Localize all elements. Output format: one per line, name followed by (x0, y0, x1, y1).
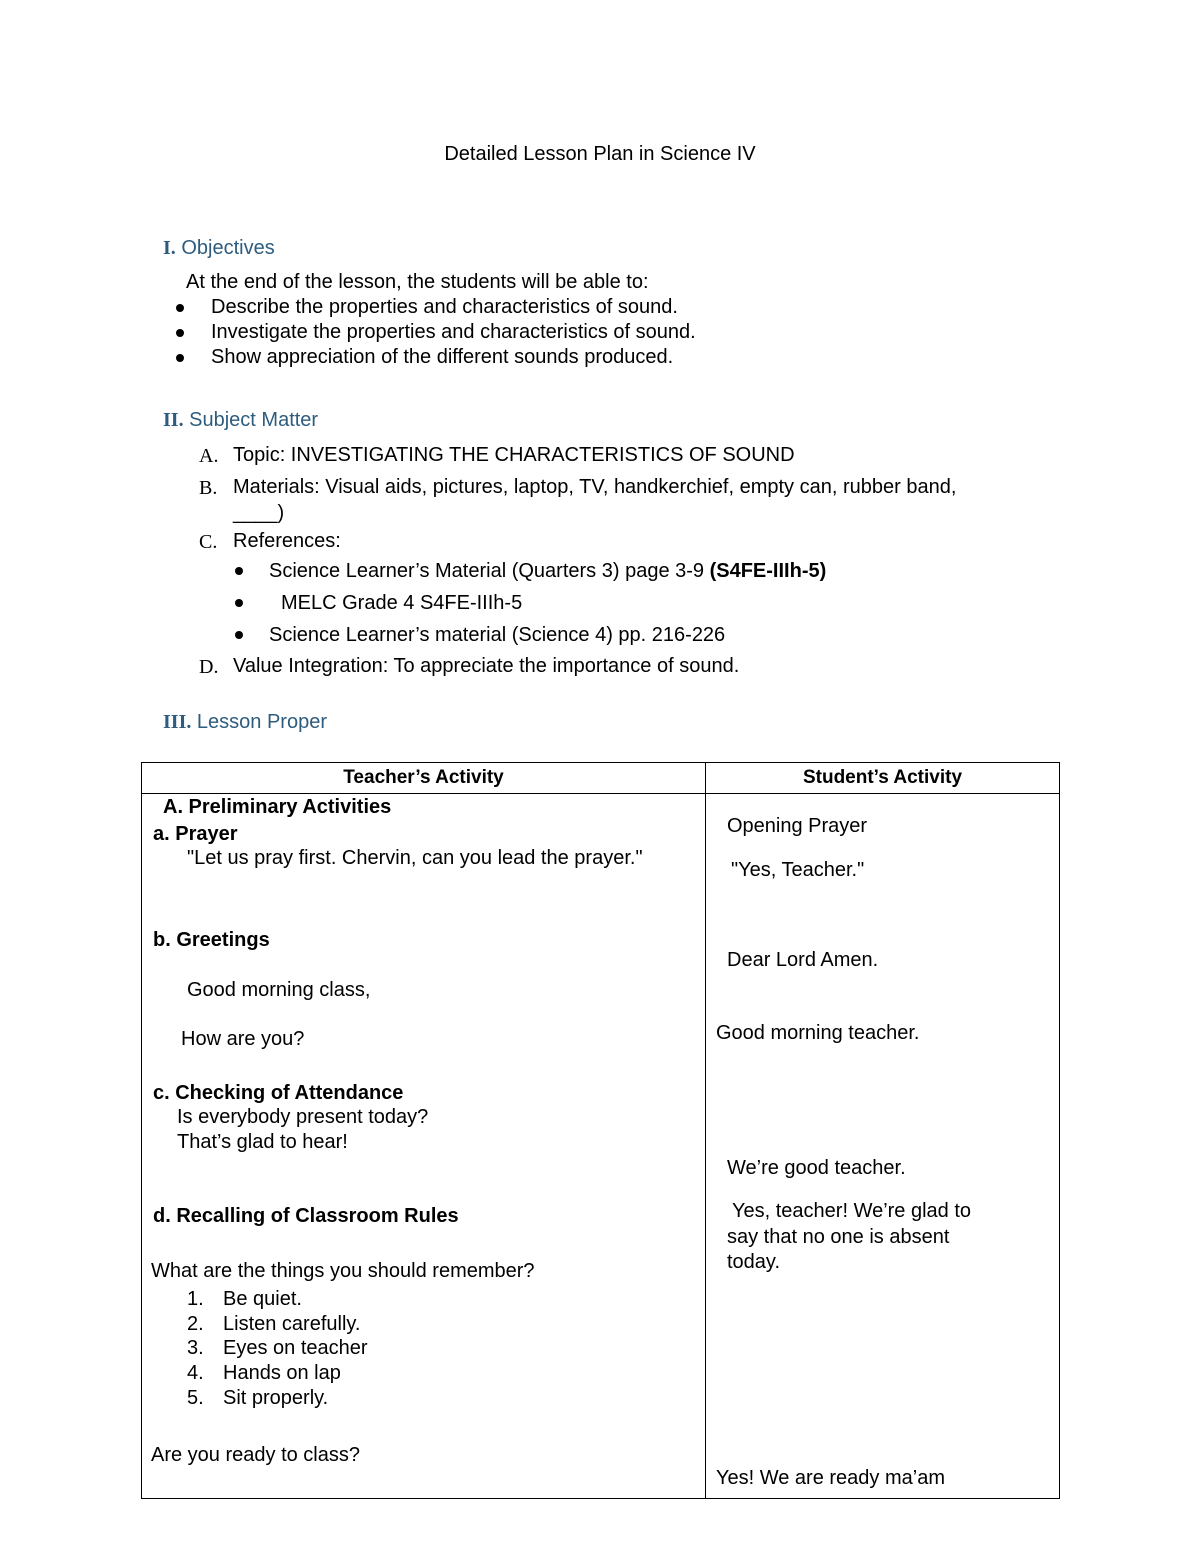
section-number: III. (163, 711, 192, 733)
rule-text: Hands on lap (223, 1362, 341, 1384)
reference-item: Science Learner’s material (Science 4) pp. 216-226 (269, 624, 726, 646)
reference-code: (S4FE-IIIh-5) (709, 560, 827, 582)
student-response: Yes, teacher! We’re glad to (732, 1200, 972, 1222)
opening-prayer: Opening Prayer (727, 815, 868, 837)
preliminary-activities-heading: A. Preliminary Activities (163, 796, 392, 818)
lesson-activity-table (141, 762, 1060, 1499)
student-response-cont: say that no one is absent (727, 1226, 950, 1248)
topic-text: Topic: INVESTIGATING THE CHARACTERISTICS OF SOUND (233, 444, 795, 466)
list-letter: D. (199, 656, 219, 678)
student-response: Dear Lord Amen. (727, 949, 879, 971)
list-letter: B. (199, 477, 218, 499)
section-heading-objectives (163, 237, 275, 260)
bullet-icon (176, 304, 184, 312)
list-letter: C. (199, 531, 218, 553)
reference-item (269, 560, 826, 583)
attendance-response: That’s glad to hear! (177, 1131, 348, 1153)
teacher-activity-cell (142, 794, 706, 1499)
list-letter: A. (199, 445, 219, 467)
student-response: Good morning teacher. (716, 1022, 920, 1044)
bullet-icon (235, 599, 243, 607)
prayer-text: "Let us pray first. Chervin, can you lead the prayer." (187, 847, 643, 869)
materials-text-cont: ____) (233, 502, 285, 524)
objective-item: Show appreciation of the different sounds produced. (211, 346, 674, 368)
objective-item: Describe the properties and characteristics of sound. (211, 296, 678, 318)
rule-number: 3. (187, 1337, 204, 1359)
bullet-icon (235, 567, 243, 575)
rule-number: 2. (187, 1313, 204, 1335)
section-heading-subject-matter (163, 409, 318, 432)
objectives-intro: At the end of the lesson, the students will be able to: (186, 271, 649, 293)
student-activity-cell (706, 794, 1060, 1499)
materials-text: Materials: Visual aids, pictures, laptop, TV, handkerchief, empty can, rubber band, (233, 476, 957, 498)
rules-question: What are the things you should remember? (151, 1260, 535, 1282)
section-number: II. (163, 409, 184, 431)
objective-item: Investigate the properties and characteristics of sound. (211, 321, 696, 343)
student-response: Yes! We are ready ma’am (716, 1467, 945, 1489)
ready-question: Are you ready to class? (151, 1444, 360, 1466)
rule-number: 5. (187, 1387, 204, 1409)
rule-number: 1. (187, 1288, 204, 1310)
value-integration-text: Value Integration: To appreciate the importance of sound. (233, 655, 740, 677)
bullet-icon (176, 354, 184, 362)
section-heading-lesson-proper (163, 711, 327, 734)
prayer-heading: a. Prayer (153, 823, 238, 845)
section-number: I. (163, 237, 176, 259)
reference-text: Science Learner’s Material (Quarters 3) page 3-9 (269, 560, 710, 582)
rule-number: 4. (187, 1362, 204, 1384)
attendance-question: Is everybody present today? (177, 1106, 429, 1128)
section-label: Subject Matter (189, 409, 319, 431)
greetings-heading: b. Greetings (153, 929, 270, 951)
bullet-icon (176, 329, 184, 337)
student-response-cont: today. (727, 1251, 780, 1273)
rule-text: Eyes on teacher (223, 1337, 368, 1359)
rule-text: Be quiet. (223, 1288, 302, 1310)
greeting-question: How are you? (181, 1028, 305, 1050)
rule-text: Listen carefully. (223, 1313, 361, 1335)
student-response: We’re good teacher. (727, 1157, 906, 1179)
rule-text: Sit properly. (223, 1387, 329, 1409)
greeting-text: Good morning class, (187, 979, 371, 1001)
section-label: Lesson Proper (196, 711, 327, 733)
bullet-icon (235, 631, 243, 639)
classroom-rules-heading: d. Recalling of Classroom Rules (153, 1205, 459, 1227)
page-title: Detailed Lesson Plan in Science IV (444, 143, 756, 165)
attendance-heading: c. Checking of Attendance (153, 1082, 404, 1104)
references-label: References: (233, 530, 341, 552)
student-response: "Yes, Teacher." (731, 859, 865, 881)
student-activity-header: Student’s Activity (706, 763, 1060, 794)
teacher-activity-header: Teacher’s Activity (142, 763, 706, 794)
reference-item: MELC Grade 4 S4FE-IIIh-5 (281, 592, 523, 614)
section-label: Objectives (181, 237, 275, 259)
